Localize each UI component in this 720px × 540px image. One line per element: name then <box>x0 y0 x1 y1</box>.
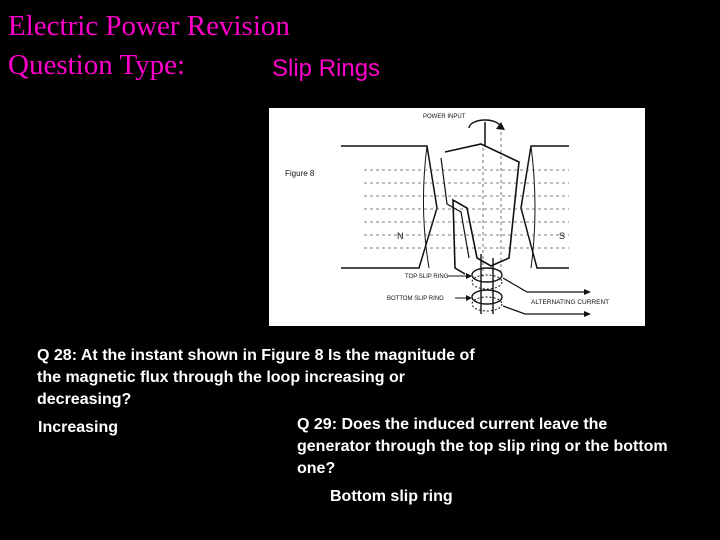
answer-28: Increasing <box>38 419 119 436</box>
figure-label: Figure 8 <box>285 169 315 178</box>
south-pole-magnet <box>521 146 569 268</box>
question-topic: Slip Rings <box>272 55 381 82</box>
power-input-label: POWER INPUT <box>423 114 466 120</box>
arrow-right-icon <box>466 295 472 301</box>
generator-figure <box>269 108 645 326</box>
arrow-right-icon <box>466 273 472 279</box>
answer-29: Bottom slip ring <box>330 488 453 505</box>
top-brush-lead <box>503 278 587 292</box>
top-slip-ring-label: TOP SLIP RING <box>405 274 449 280</box>
north-pole-label: N <box>397 231 404 241</box>
north-pole-magnet <box>341 146 437 268</box>
generator-diagram <box>269 108 645 326</box>
question-29: Q 29: Does the induced current leave the generator through the top slip ring or the bottom one? <box>297 416 668 477</box>
rotation-arrow-icon <box>469 120 505 130</box>
slide-title: Electric Power Revision <box>8 10 290 42</box>
question-type-label: Question Type: <box>8 49 186 81</box>
alternating-current-label: ALTERNATING CURRENT <box>531 299 610 306</box>
bottom-brush-lead <box>503 306 587 314</box>
bottom-slip-ring-label: BOTTOM SLIP RING <box>387 296 444 302</box>
south-pole-label: S <box>559 231 566 241</box>
question-28: Q 28: At the instant shown in Figure 8 Is the magnitude of the magnetic flux through the loop increasing or decreasing? <box>37 347 475 408</box>
